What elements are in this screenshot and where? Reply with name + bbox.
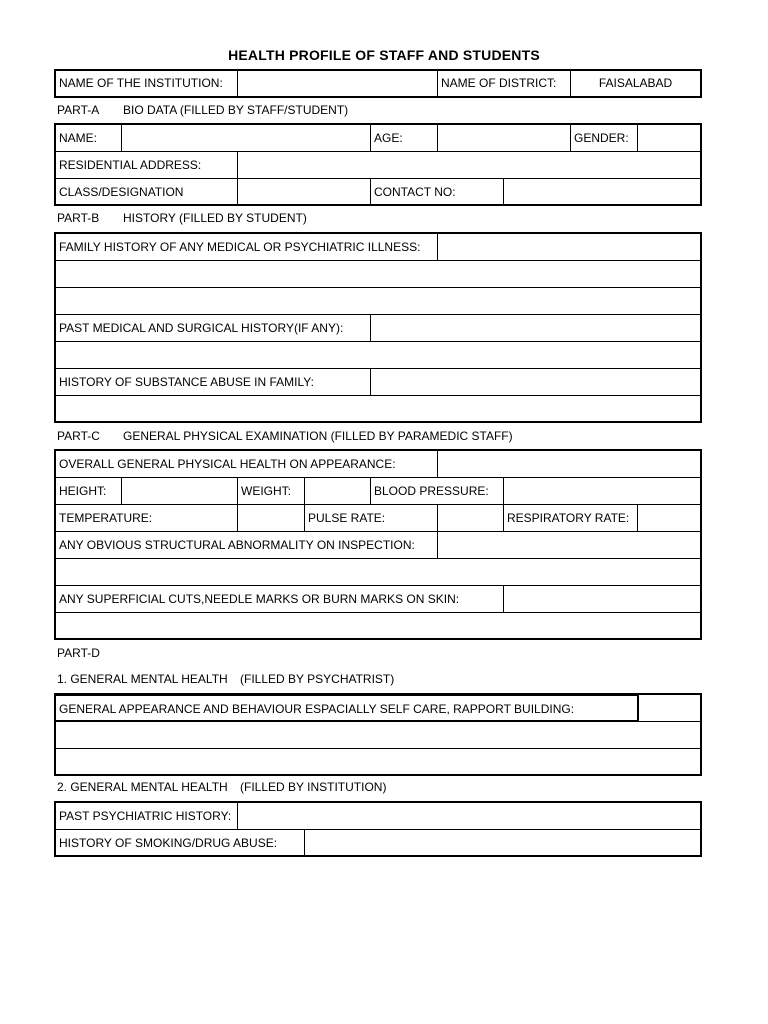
class-field[interactable] [238, 179, 371, 206]
part-b-tag: PART-B [57, 211, 100, 225]
overall-health-label: OVERALL GENERAL PHYSICAL HEALTH ON APPEARANCE: [56, 451, 438, 477]
pulse-rate-label: PULSE RATE: [305, 505, 438, 531]
pulse-rate-field[interactable] [438, 505, 504, 531]
name-label: NAME: [56, 125, 122, 151]
family-history-field[interactable] [438, 234, 700, 260]
psych-history-label: PAST PSYCHIATRIC HISTORY: [56, 803, 238, 829]
substance-label: HISTORY OF SUBSTANCE ABUSE IN FAMILY: [56, 369, 371, 395]
contact-field[interactable] [504, 179, 700, 206]
structural-field[interactable] [438, 532, 700, 558]
family-history-line[interactable] [56, 261, 700, 288]
institution-field[interactable] [238, 71, 438, 96]
appearance-label: GENERAL APPEARANCE AND BEHAVIOUR ESPACIALLY SELF CARE, RAPPORT BUILDING: [56, 695, 638, 721]
psych-history-field[interactable] [238, 803, 700, 829]
weight-label: WEIGHT: [238, 478, 305, 504]
part-a-heading [57, 103, 348, 117]
respiratory-rate-field[interactable] [638, 505, 700, 531]
part-c-title: GENERAL PHYSICAL EXAMINATION (FILLED BY PARAMEDIC STAFF) [123, 429, 513, 443]
mental-health-2-title: 2. GENERAL MENTAL HEALTH [57, 780, 228, 794]
contact-label: CONTACT NO: [371, 179, 504, 206]
structural-line[interactable] [56, 559, 700, 586]
height-label: HEIGHT: [56, 478, 122, 504]
district-field[interactable]: FAISALABAD [598, 76, 673, 90]
mental-health-2-heading [57, 780, 386, 794]
past-history-label: PAST MEDICAL AND SURGICAL HISTORY(IF ANY): [56, 315, 371, 341]
age-field[interactable] [438, 125, 571, 151]
blood-pressure-field[interactable] [504, 478, 700, 504]
blood-pressure-label: BLOOD PRESSURE: [371, 478, 504, 504]
part-a-title: BIO DATA (FILLED BY STAFF/STUDENT) [123, 103, 349, 117]
smoking-field[interactable] [305, 830, 700, 857]
cuts-field[interactable] [504, 586, 700, 612]
mental-health-1-title: 1. GENERAL MENTAL HEALTH [57, 672, 228, 686]
address-field[interactable] [238, 152, 700, 178]
mental-health-2-table [54, 801, 702, 857]
family-history-label: FAMILY HISTORY OF ANY MEDICAL OR PSYCHIATRIC ILLNESS: [56, 234, 438, 260]
mental-health-1-table [54, 693, 702, 776]
bio-data-table [54, 123, 702, 206]
weight-field[interactable] [305, 478, 371, 504]
district-label: NAME OF DISTRICT: [438, 71, 571, 96]
family-history-line[interactable] [56, 288, 700, 315]
substance-field[interactable] [371, 369, 700, 395]
substance-line[interactable] [56, 396, 700, 423]
part-b-title: HISTORY (FILLED BY STUDENT) [123, 211, 307, 225]
mental-health-1-heading [57, 672, 394, 686]
gender-field[interactable] [638, 125, 700, 151]
temperature-label: TEMPERATURE: [56, 505, 238, 531]
class-label: CLASS/DESIGNATION [56, 179, 238, 206]
form-title: HEALTH PROFILE OF STAFF AND STUDENTS [228, 47, 540, 63]
cuts-label: ANY SUPERFICIAL CUTS,NEEDLE MARKS OR BURN MARKS ON SKIN: [56, 586, 504, 612]
cuts-line[interactable] [56, 613, 700, 640]
physical-exam-table [54, 449, 702, 640]
temperature-field[interactable] [238, 505, 305, 531]
address-label: RESIDENTIAL ADDRESS: [56, 152, 238, 178]
overall-health-field[interactable] [438, 451, 700, 477]
mental-health-1-note: (FILLED BY PSYCHATRIST) [240, 672, 395, 686]
mental-health-2-note: (FILLED BY INSTITUTION) [240, 780, 387, 794]
gender-label: GENDER: [571, 125, 638, 151]
appearance-field[interactable] [638, 695, 700, 721]
header-table [54, 69, 702, 98]
institution-label: NAME OF THE INSTITUTION: [56, 71, 238, 96]
structural-label: ANY OBVIOUS STRUCTURAL ABNORMALITY ON INSPECTION: [56, 532, 438, 558]
appearance-line[interactable] [56, 749, 700, 776]
past-history-field[interactable] [371, 315, 700, 341]
name-field[interactable] [122, 125, 371, 151]
respiratory-rate-label: RESPIRATORY RATE: [504, 505, 638, 531]
history-table [54, 232, 702, 423]
part-b-heading [57, 211, 307, 225]
age-label: AGE: [371, 125, 438, 151]
part-a-tag: PART-A [57, 103, 100, 117]
part-c-heading [57, 429, 513, 443]
smoking-label: HISTORY OF SMOKING/DRUG ABUSE: [56, 830, 305, 857]
appearance-line[interactable] [56, 722, 700, 749]
part-d-heading: PART-D [57, 646, 100, 660]
past-history-line[interactable] [56, 342, 700, 369]
height-field[interactable] [122, 478, 238, 504]
part-c-tag: PART-C [57, 429, 100, 443]
